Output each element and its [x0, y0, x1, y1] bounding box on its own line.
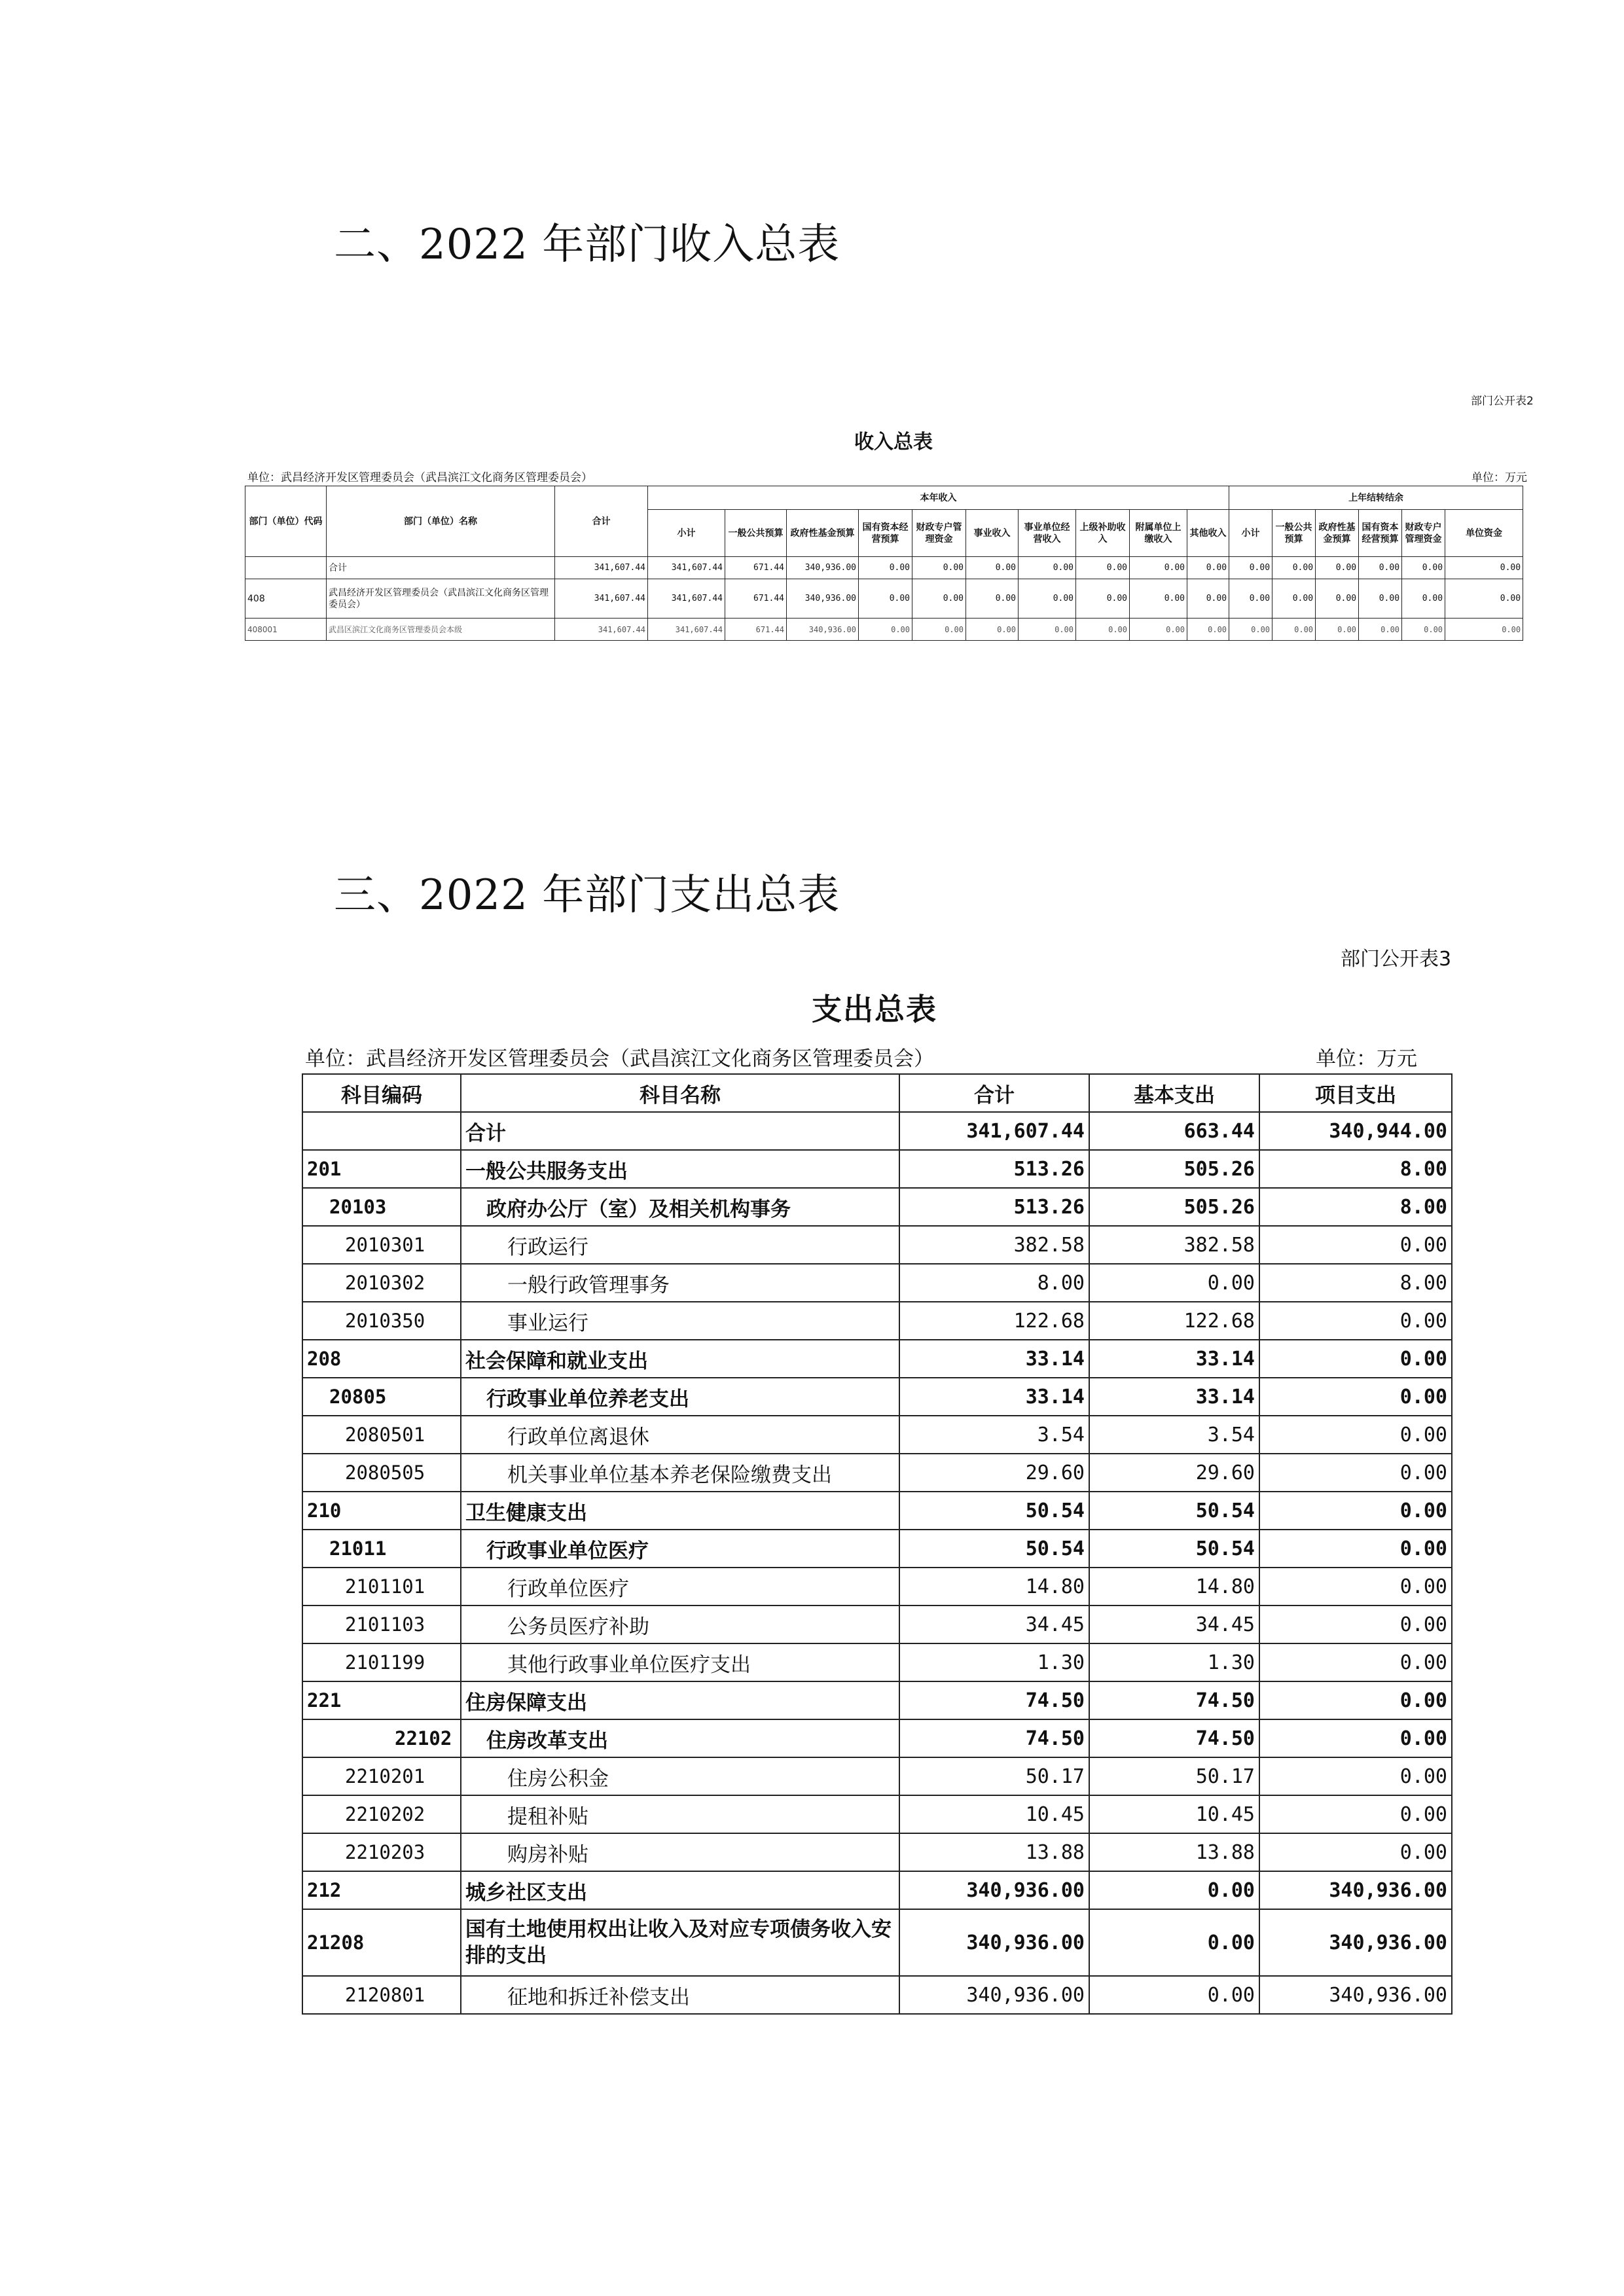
expenditure-cell-project: 0.00 [1259, 1568, 1452, 1605]
expenditure-cell-name: 行政事业单位医疗 [461, 1530, 899, 1568]
expenditure-table-row [302, 1643, 1452, 1681]
income-cell-value: 341,607.44 [648, 619, 725, 641]
expenditure-table-row [302, 1416, 1452, 1454]
expenditure-cell-basic: 14.80 [1089, 1568, 1259, 1605]
income-subheader: 小计 [648, 510, 725, 557]
expenditure-cell-total: 340,936.00 [899, 1871, 1089, 1909]
income-cell-value: 0.00 [1272, 619, 1316, 641]
expenditure-table-row [302, 1795, 1452, 1833]
expenditure-cell-project: 0.00 [1259, 1378, 1452, 1416]
income-table [245, 486, 1523, 641]
expenditure-cell-name: 住房保障支出 [461, 1681, 899, 1719]
expenditure-cell-code: 221 [302, 1681, 461, 1719]
expenditure-cell-total: 33.14 [899, 1378, 1089, 1416]
expenditure-cell-code: 21208 [302, 1909, 461, 1976]
expenditure-cell-name: 机关事业单位基本养老保险缴费支出 [461, 1454, 899, 1492]
expenditure-cell-project: 8.00 [1259, 1188, 1452, 1226]
expenditure-cell-project: 0.00 [1259, 1833, 1452, 1871]
expenditure-cell-name: 政府办公厅（室）及相关机构事务 [461, 1188, 899, 1226]
expenditure-cell-basic: 122.68 [1089, 1302, 1259, 1340]
income-cell-value: 0.00 [1019, 579, 1076, 619]
expenditure-cell-name: 住房公积金 [461, 1757, 899, 1795]
income-cell-value: 0.00 [859, 557, 912, 579]
expenditure-cell-name: 征地和拆迁补偿支出 [461, 1976, 899, 2014]
expenditure-cell-total: 29.60 [899, 1454, 1089, 1492]
expenditure-header-total: 合计 [899, 1074, 1089, 1112]
income-header-current-year: 本年收入 [648, 486, 1229, 510]
expenditure-cell-code: 2210202 [302, 1795, 461, 1833]
income-cell-value: 0.00 [1445, 619, 1523, 641]
expenditure-table-row [302, 1340, 1452, 1378]
expenditure-cell-project: 0.00 [1259, 1643, 1452, 1681]
income-cell-value: 0.00 [1076, 557, 1130, 579]
income-subheader: 小计 [1229, 510, 1272, 557]
expenditure-table-title: 支出总表 [812, 992, 937, 1027]
income-cell-name: 合计 [327, 557, 555, 579]
income-cell-value: 0.00 [1402, 557, 1445, 579]
expenditure-cell-total: 50.54 [899, 1530, 1089, 1568]
section-heading-expenditure: 三、2022 年部门支出总表 [334, 871, 840, 920]
income-cell-value: 0.00 [1187, 619, 1229, 641]
expenditure-cell-project: 0.00 [1259, 1681, 1452, 1719]
expenditure-cell-project: 0.00 [1259, 1605, 1452, 1643]
expenditure-cell-project: 340,936.00 [1259, 1871, 1452, 1909]
income-subheader: 国有资本经营预算 [859, 510, 912, 557]
expenditure-cell-project: 340,944.00 [1259, 1112, 1452, 1150]
income-cell-value: 0.00 [1359, 619, 1402, 641]
income-table-row [245, 619, 1523, 641]
expenditure-cell-basic: 50.17 [1089, 1757, 1259, 1795]
expenditure-cell-code: 2080505 [302, 1454, 461, 1492]
income-cell-value: 0.00 [1130, 619, 1187, 641]
expenditure-cell-code: 2080501 [302, 1416, 461, 1454]
income-cell-value: 0.00 [1187, 579, 1229, 619]
expenditure-table-row [302, 1188, 1452, 1226]
income-cell-value: 0.00 [1359, 579, 1402, 619]
expenditure-table-row [302, 1150, 1452, 1188]
income-cell-value: 0.00 [1402, 619, 1445, 641]
expenditure-cell-project: 340,936.00 [1259, 1909, 1452, 1976]
expenditure-cell-basic: 505.26 [1089, 1150, 1259, 1188]
expenditure-cell-name: 社会保障和就业支出 [461, 1340, 899, 1378]
expenditure-cell-basic: 663.44 [1089, 1112, 1259, 1150]
expenditure-cell-code: 20805 [302, 1378, 461, 1416]
income-cell-code: 408 [245, 579, 327, 619]
expenditure-cell-code: 20103 [302, 1188, 461, 1226]
expenditure-header-basic: 基本支出 [1089, 1074, 1259, 1112]
expenditure-header-project: 项目支出 [1259, 1074, 1452, 1112]
income-table-row [245, 579, 1523, 619]
income-cell-value: 340,936.00 [787, 557, 859, 579]
expenditure-cell-code: 2101199 [302, 1643, 461, 1681]
expenditure-cell-name: 城乡社区支出 [461, 1871, 899, 1909]
expenditure-cell-project: 8.00 [1259, 1150, 1452, 1188]
income-cell-value: 0.00 [859, 619, 912, 641]
expenditure-cell-total: 74.50 [899, 1681, 1089, 1719]
income-cell-value: 0.00 [912, 619, 966, 641]
expenditure-cell-name: 公务员医疗补助 [461, 1605, 899, 1643]
expenditure-table-row [302, 1909, 1452, 1976]
expenditure-header-code: 科目编码 [302, 1074, 461, 1112]
income-subheader: 国有资本经营预算 [1359, 510, 1402, 557]
expenditure-cell-name: 购房补贴 [461, 1833, 899, 1871]
expenditure-cell-basic: 10.45 [1089, 1795, 1259, 1833]
income-cell-total: 341,607.44 [555, 557, 648, 579]
expenditure-cell-total: 50.54 [899, 1492, 1089, 1530]
expenditure-cell-basic: 50.54 [1089, 1492, 1259, 1530]
income-subheader: 财政专户管理资金 [912, 510, 966, 557]
expenditure-table-row [302, 1605, 1452, 1643]
expenditure-table-row [302, 1112, 1452, 1150]
expenditure-cell-project: 0.00 [1259, 1340, 1452, 1378]
expenditure-cell-basic: 505.26 [1089, 1188, 1259, 1226]
income-header-total: 合计 [555, 486, 648, 557]
expenditure-table-row [302, 1568, 1452, 1605]
income-table-title: 收入总表 [854, 431, 933, 454]
expenditure-table-body [302, 1112, 1452, 2014]
income-cell-value: 0.00 [1019, 619, 1076, 641]
income-subheader: 上级补助收入 [1076, 510, 1130, 557]
expenditure-table-row [302, 1264, 1452, 1302]
income-header-prev-year: 上年结转结余 [1229, 486, 1523, 510]
income-cell-value: 0.00 [1316, 579, 1359, 619]
expenditure-cell-code: 2101101 [302, 1568, 461, 1605]
expenditure-cell-total: 382.58 [899, 1226, 1089, 1264]
expenditure-cell-basic: 0.00 [1089, 1976, 1259, 2014]
expenditure-cell-total: 341,607.44 [899, 1112, 1089, 1150]
expenditure-cell-name: 行政单位离退休 [461, 1416, 899, 1454]
expenditure-header-name: 科目名称 [461, 1074, 899, 1112]
expenditure-cell-code: 2101103 [302, 1605, 461, 1643]
expenditure-cell-name: 行政运行 [461, 1226, 899, 1264]
income-cell-value: 0.00 [966, 619, 1019, 641]
expenditure-cell-total: 340,936.00 [899, 1976, 1089, 2014]
income-subheader: 其他收入 [1187, 510, 1229, 557]
income-cell-value: 0.00 [1229, 619, 1272, 641]
income-cell-value: 671.44 [725, 557, 787, 579]
expenditure-cell-total: 10.45 [899, 1795, 1089, 1833]
expenditure-cell-total: 33.14 [899, 1340, 1089, 1378]
expenditure-table-row [302, 1757, 1452, 1795]
expenditure-cell-basic: 50.54 [1089, 1530, 1259, 1568]
expenditure-cell-name: 提租补贴 [461, 1795, 899, 1833]
expenditure-table-row [302, 1833, 1452, 1871]
income-cell-value: 671.44 [725, 619, 787, 641]
income-cell-value: 0.00 [1229, 579, 1272, 619]
income-subheader: 一般公共预算 [725, 510, 787, 557]
expenditure-cell-total: 513.26 [899, 1150, 1089, 1188]
expenditure-cell-total: 34.45 [899, 1605, 1089, 1643]
income-cell-value: 340,936.00 [787, 579, 859, 619]
income-cell-total: 341,607.44 [555, 579, 648, 619]
income-cell-value: 0.00 [1445, 557, 1523, 579]
expenditure-cell-code: 2010350 [302, 1302, 461, 1340]
income-cell-value: 671.44 [725, 579, 787, 619]
expenditure-cell-project: 0.00 [1259, 1492, 1452, 1530]
expenditure-cell-code: 2010301 [302, 1226, 461, 1264]
income-cell-value: 0.00 [1130, 557, 1187, 579]
income-cell-value: 0.00 [912, 557, 966, 579]
expenditure-cell-basic: 33.14 [1089, 1340, 1259, 1378]
income-subheader: 附属单位上缴收入 [1130, 510, 1187, 557]
expenditure-table-row [302, 1719, 1452, 1757]
income-cell-value: 0.00 [1130, 579, 1187, 619]
expenditure-cell-project: 0.00 [1259, 1226, 1452, 1264]
expenditure-cell-basic: 74.50 [1089, 1681, 1259, 1719]
expenditure-cell-total: 513.26 [899, 1188, 1089, 1226]
expenditure-cell-basic: 382.58 [1089, 1226, 1259, 1264]
income-subheader: 政府性基金预算 [787, 510, 859, 557]
expenditure-cell-total: 3.54 [899, 1416, 1089, 1454]
section-heading-income: 二、2022 年部门收入总表 [334, 221, 840, 269]
income-cell-value: 0.00 [1316, 619, 1359, 641]
income-cell-value: 0.00 [1359, 557, 1402, 579]
expenditure-cell-code: 212 [302, 1871, 461, 1909]
income-cell-total: 341,607.44 [555, 619, 648, 641]
expenditure-cell-basic: 1.30 [1089, 1643, 1259, 1681]
expenditure-table-row [302, 1492, 1452, 1530]
income-cell-code: 408001 [245, 619, 327, 641]
income-cell-value: 0.00 [1272, 579, 1316, 619]
income-cell-value: 0.00 [1187, 557, 1229, 579]
expenditure-unit-right: 单位：万元 [1316, 1047, 1417, 1071]
expenditure-cell-basic: 0.00 [1089, 1871, 1259, 1909]
expenditure-cell-code: 2120801 [302, 1976, 461, 2014]
expenditure-table-row [302, 1226, 1452, 1264]
income-subheader: 单位资金 [1445, 510, 1523, 557]
income-subheader: 事业收入 [966, 510, 1019, 557]
expenditure-cell-project: 0.00 [1259, 1757, 1452, 1795]
expenditure-cell-total: 8.00 [899, 1264, 1089, 1302]
expenditure-cell-code: 2210203 [302, 1833, 461, 1871]
income-subheader: 一般公共预算 [1272, 510, 1316, 557]
income-header-code: 部门（单位）代码 [245, 486, 327, 557]
income-cell-value: 341,607.44 [648, 557, 725, 579]
expenditure-table-row [302, 1302, 1452, 1340]
expenditure-cell-basic: 33.14 [1089, 1378, 1259, 1416]
income-cell-value: 0.00 [966, 579, 1019, 619]
expenditure-table-row [302, 1378, 1452, 1416]
income-subheader: 事业单位经营收入 [1019, 510, 1076, 557]
expenditure-cell-name: 合计 [461, 1112, 899, 1150]
expenditure-cell-code: 22102 [302, 1719, 461, 1757]
income-subheader: 财政专户管理资金 [1402, 510, 1445, 557]
income-header-name: 部门（单位）名称 [327, 486, 555, 557]
expenditure-cell-project: 0.00 [1259, 1302, 1452, 1340]
expenditure-table-row [302, 1976, 1452, 2014]
expenditure-cell-name: 其他行政事业单位医疗支出 [461, 1643, 899, 1681]
expenditure-cell-code: 2010302 [302, 1264, 461, 1302]
income-cell-name: 武昌区滨江文化商务区管理委员会本级 [327, 619, 555, 641]
income-table-row [245, 557, 1523, 579]
expenditure-table-row [302, 1454, 1452, 1492]
expenditure-cell-project: 340,936.00 [1259, 1976, 1452, 2014]
expenditure-cell-basic: 13.88 [1089, 1833, 1259, 1871]
expenditure-cell-project: 0.00 [1259, 1795, 1452, 1833]
expenditure-cell-basic: 0.00 [1089, 1264, 1259, 1302]
expenditure-cell-basic: 74.50 [1089, 1719, 1259, 1757]
expenditure-cell-name: 行政单位医疗 [461, 1568, 899, 1605]
expenditure-cell-total: 14.80 [899, 1568, 1089, 1605]
expenditure-cell-total: 122.68 [899, 1302, 1089, 1340]
income-cell-code [245, 557, 327, 579]
expenditure-cell-name: 国有土地使用权出让收入及对应专项债务收入安排的支出 [461, 1909, 899, 1976]
expenditure-cell-name: 一般行政管理事务 [461, 1264, 899, 1302]
income-cell-value: 0.00 [1402, 579, 1445, 619]
income-cell-value: 0.00 [912, 579, 966, 619]
expenditure-cell-project: 8.00 [1259, 1264, 1452, 1302]
expenditure-unit-left: 单位：武昌经济开发区管理委员会（武昌滨江文化商务区管理委员会） [305, 1047, 934, 1071]
income-unit-left: 单位：武昌经济开发区管理委员会（武昌滨江文化商务区管理委员会） [247, 471, 592, 484]
expenditure-cell-name: 一般公共服务支出 [461, 1150, 899, 1188]
expenditure-table-row [302, 1871, 1452, 1909]
expenditure-cell-code [302, 1112, 461, 1150]
expenditure-cell-project: 0.00 [1259, 1530, 1452, 1568]
income-cell-value: 0.00 [859, 579, 912, 619]
income-table-body [245, 557, 1523, 641]
income-cell-value: 0.00 [1272, 557, 1316, 579]
expenditure-cell-code: 201 [302, 1150, 461, 1188]
income-unit-right: 单位：万元 [1471, 471, 1527, 484]
expenditure-cell-name: 事业运行 [461, 1302, 899, 1340]
income-subheader: 政府性基金预算 [1316, 510, 1359, 557]
income-cell-value: 0.00 [1445, 579, 1523, 619]
expenditure-cell-total: 74.50 [899, 1719, 1089, 1757]
expenditure-cell-total: 340,936.00 [899, 1909, 1089, 1976]
income-table-number: 部门公开表2 [1471, 395, 1534, 408]
expenditure-cell-total: 1.30 [899, 1643, 1089, 1681]
expenditure-table-row [302, 1530, 1452, 1568]
expenditure-cell-project: 0.00 [1259, 1719, 1452, 1757]
expenditure-table-number: 部门公开表3 [1341, 948, 1452, 971]
income-cell-value: 0.00 [1019, 557, 1076, 579]
expenditure-cell-name: 行政事业单位养老支出 [461, 1378, 899, 1416]
income-cell-name: 武昌经济开发区管理委员会（武昌滨江文化商务区管理委员会） [327, 579, 555, 619]
expenditure-cell-code: 208 [302, 1340, 461, 1378]
expenditure-cell-name: 住房改革支出 [461, 1719, 899, 1757]
income-cell-value: 0.00 [1076, 619, 1130, 641]
expenditure-table-row [302, 1681, 1452, 1719]
expenditure-cell-basic: 34.45 [1089, 1605, 1259, 1643]
expenditure-cell-basic: 0.00 [1089, 1909, 1259, 1976]
income-cell-value: 0.00 [1229, 557, 1272, 579]
expenditure-cell-code: 210 [302, 1492, 461, 1530]
expenditure-cell-code: 2210201 [302, 1757, 461, 1795]
expenditure-cell-total: 13.88 [899, 1833, 1089, 1871]
income-cell-value: 341,607.44 [648, 579, 725, 619]
expenditure-cell-code: 21011 [302, 1530, 461, 1568]
expenditure-cell-basic: 29.60 [1089, 1454, 1259, 1492]
income-cell-value: 0.00 [1316, 557, 1359, 579]
expenditure-cell-project: 0.00 [1259, 1416, 1452, 1454]
expenditure-cell-name: 卫生健康支出 [461, 1492, 899, 1530]
expenditure-table [302, 1073, 1453, 2015]
expenditure-cell-total: 50.17 [899, 1757, 1089, 1795]
income-cell-value: 0.00 [966, 557, 1019, 579]
income-cell-value: 340,936.00 [787, 619, 859, 641]
expenditure-cell-project: 0.00 [1259, 1454, 1452, 1492]
expenditure-cell-basic: 3.54 [1089, 1416, 1259, 1454]
income-cell-value: 0.00 [1076, 579, 1130, 619]
